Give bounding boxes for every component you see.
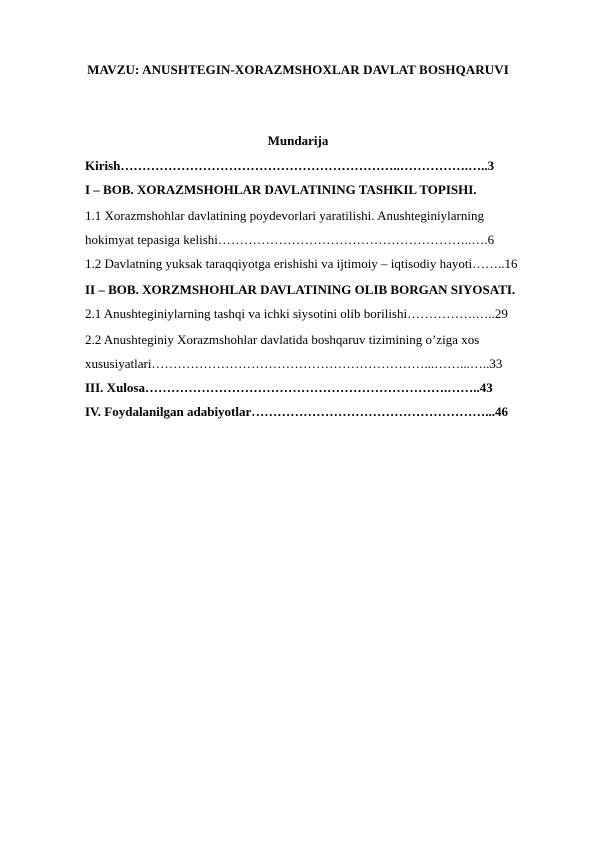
toc-entry-2-2-line-2: xususiyatlari………………………………………………………...……...…..33 <box>85 356 503 371</box>
toc-entry-1-1-line-1: 1.1 Xorazmshohlar davlatining poydevorlari yaratilishi. Anushteginiylarning <box>85 208 484 223</box>
toc-entry-chapter-1: I – BOB. XORAZMSHOHLAR DAVLATINING TASHKIL TOPISHI. <box>85 182 477 197</box>
toc-entry-chapter-2: II – BOB. XORZMSHOHLAR DAVLATINING OLIB BORGAN SIYOSATI. <box>85 282 516 297</box>
toc-entry-references: IV. Foydalanilgan adabiyotlar………………………………………………...46 <box>85 404 509 419</box>
toc-entry-2-1: 2.1 Anushteginiylarning tashqi va ichki siysotini olib borilishi…………….…..29 <box>85 306 508 321</box>
toc-heading: Mundarija <box>267 133 329 148</box>
toc-entry-1-2: 1.2 Davlatning yuksak taraqqiyotga erishishi va ijtimoiy – iqtisodiy hayoti……..16 <box>85 256 518 271</box>
toc-entry-introduction: Kirish………………………………………………………..…………….…..3 <box>85 158 495 173</box>
toc-entry-1-1-line-2: hokimyat tepasiga kelishi…………………………………………………..….6 <box>85 232 495 247</box>
document-title: MAVZU: ANUSHTEGIN-XORAZMSHOXLAR DAVLAT BOSHQARUVI <box>87 62 509 77</box>
toc-entry-2-2-line-1: 2.2 Anushteginiy Xorazmshohlar davlatida boshqaruv tizimining o’ziga xos <box>85 332 480 347</box>
toc-entry-conclusion: III. Xulosa…………………………………………………………….……..43 <box>85 380 493 395</box>
